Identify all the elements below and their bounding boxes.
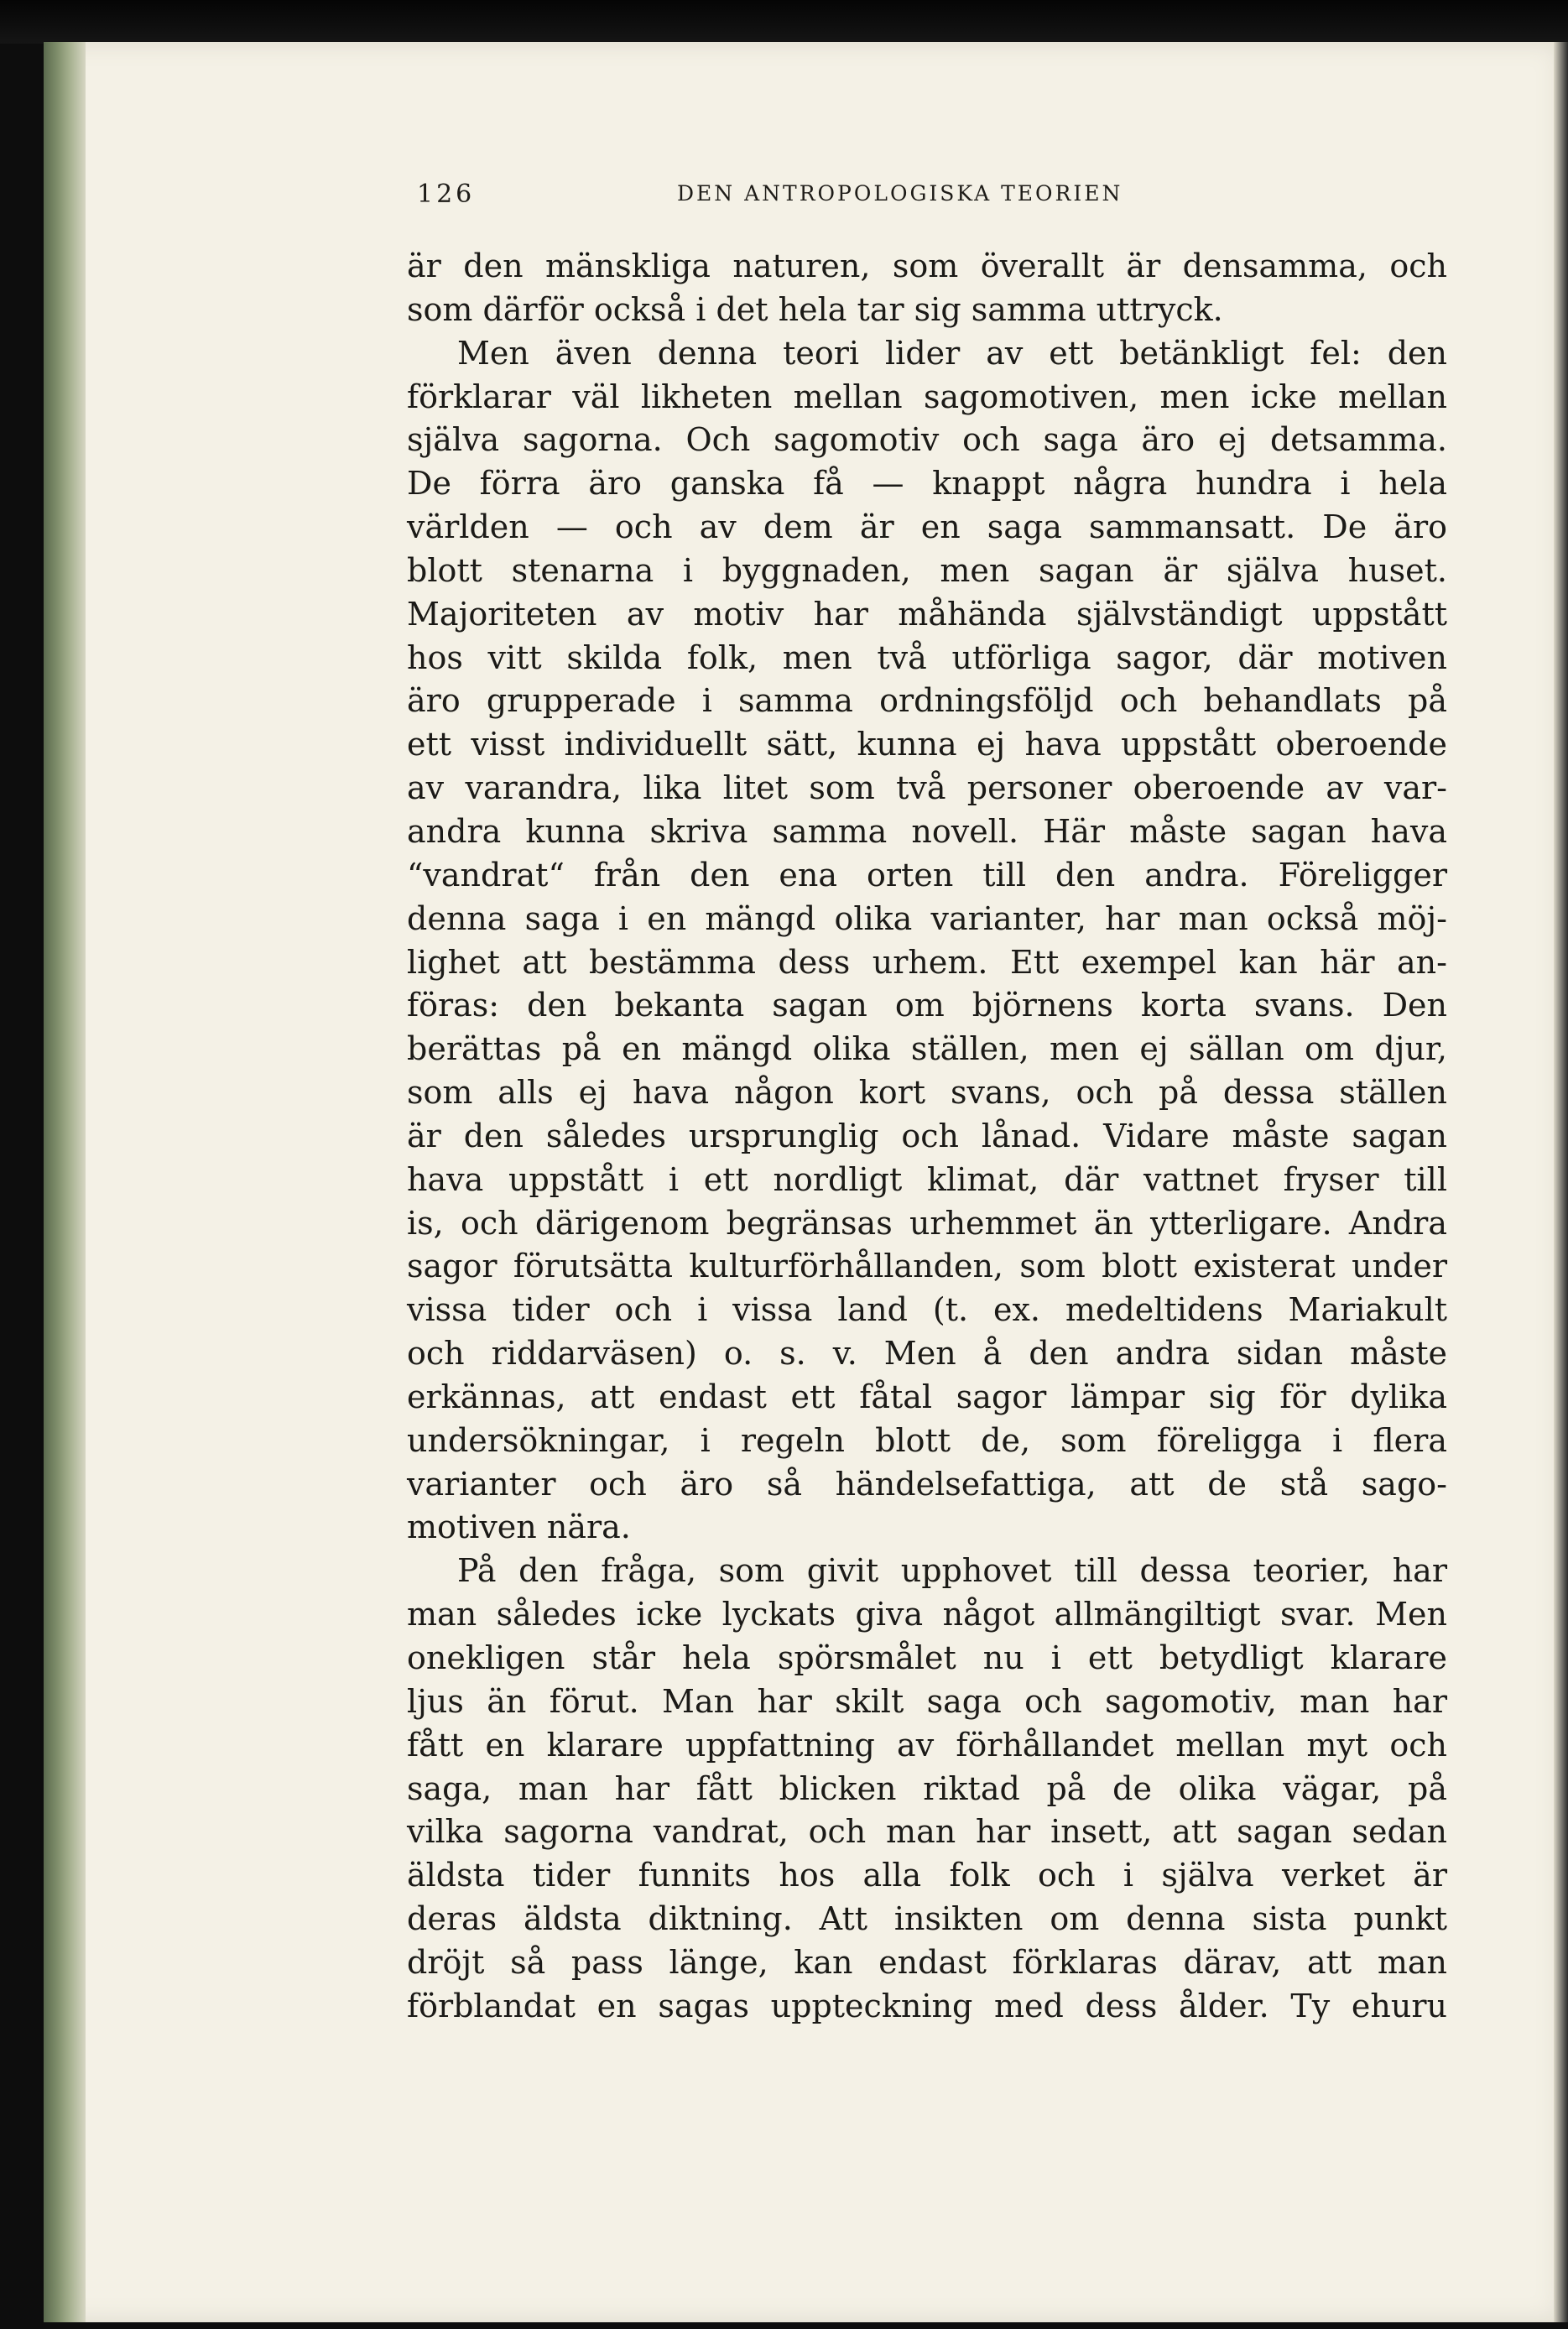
text-line: berättas på en mängd olika ställen, men ej sällan om djur, xyxy=(407,1030,1447,1068)
text-line: dröjt så pass länge, kan endast förklaras därav, att man xyxy=(407,1943,1447,1981)
page-edge-right xyxy=(1554,42,1568,2322)
text-line: vissa tider och i vissa land (t. ex. medeltidens Mariakult xyxy=(407,1291,1447,1329)
text-line: erkännas, att endast ett fåtal sagor lämpar sig för dylika xyxy=(407,1378,1447,1415)
text-line: är den således ursprunglig och lånad. Vidare måste sagan xyxy=(407,1117,1447,1154)
book-spine xyxy=(44,42,86,2322)
text-line: världen — och av dem är en saga sammansatt. De äro xyxy=(407,508,1447,546)
text-line: förblandat en sagas uppteckning med dess ålder. Ty ehuru xyxy=(407,1987,1447,2024)
text-line: som därför också i det hela tar sig samma uttryck. xyxy=(407,290,1223,328)
text-line: hava uppstått i ett nordligt klimat, där vattnet fryser till xyxy=(407,1160,1447,1198)
running-head: DEN ANTROPOLOGISKA TEORIEN xyxy=(677,181,1123,206)
text-line: sagor förutsätta kulturförhållanden, som blott existerat under xyxy=(407,1248,1447,1285)
text-line: äro grupperade i samma ordningsföljd och behandlats på xyxy=(407,682,1447,720)
text-line: förklarar väl likheten mellan sagomotiven, men icke mellan xyxy=(407,378,1447,415)
text-line: denna saga i en mängd olika varianter, har man också möj- xyxy=(407,899,1447,937)
text-line: saga, man har fått blicken riktad på de olika vägar, på xyxy=(407,1769,1447,1807)
page-number: 126 xyxy=(417,180,476,209)
text-line: man således icke lyckats giva något allmängiltigt svar. Men xyxy=(407,1596,1447,1633)
text-line: motiven nära. xyxy=(407,1508,631,1546)
scan-border-top xyxy=(0,0,1568,44)
text-line: “vandrat“ från den ena orten till den andra. Föreligger xyxy=(407,856,1447,894)
text-line: deras äldsta diktning. Att insikten om denna sista punkt xyxy=(407,1900,1447,1938)
text-line: blott stenarna i byggnaden, men sagan är själva huset. xyxy=(407,551,1447,589)
text-line: varianter och äro så händelsefattiga, att de stå sago- xyxy=(407,1465,1447,1503)
page-header xyxy=(417,180,1449,213)
text-line: lighet att bestämma dess urhem. Ett exempel kan här an- xyxy=(407,943,1447,981)
text-line: vilka sagorna vandrat, och man har insett, att sagan sedan xyxy=(407,1813,1447,1851)
text-line: onekligen står hela spörsmålet nu i ett betydligt klarare xyxy=(407,1639,1447,1676)
text-line: ett visst individuellt sätt, kunna ej hava uppstått oberoende xyxy=(407,726,1447,763)
text-line: fått en klarare uppfattning av förhållandet mellan myt och xyxy=(407,1726,1447,1764)
text-line: äldsta tider funnits hos alla folk och i själva verket är xyxy=(407,1857,1447,1894)
text-line: ljus än förut. Man har skilt saga och sagomotiv, man har xyxy=(407,1682,1447,1720)
text-line: av varandra, lika litet som två personer oberoende av var- xyxy=(407,769,1447,807)
text-line: hos vitt skilda folk, men två utförliga sagor, där motiven xyxy=(407,638,1447,676)
text-line: som alls ej hava någon kort svans, och på dessa ställen xyxy=(407,1074,1447,1112)
text-line: is, och därigenom begränsas urhemmet än ytterligare. Andra xyxy=(407,1204,1447,1242)
text-line: själva sagorna. Och sagomotiv och saga äro ej detsamma. xyxy=(407,421,1447,459)
text-line: På den fråga, som givit upphovet till dessa teorier, har xyxy=(457,1552,1447,1590)
text-line: Men även denna teori lider av ett betänkligt fel: den xyxy=(457,334,1447,372)
text-line: är den mänskliga naturen, som överallt är densamma, och xyxy=(407,247,1447,284)
text-line: och riddarväsen) o. s. v. Men å den andra sidan måste xyxy=(407,1335,1447,1373)
text-line: undersökningar, i regeln blott de, som föreligga i flera xyxy=(407,1421,1447,1459)
text-line: föras: den bekanta sagan om björnens korta svans. Den xyxy=(407,987,1447,1024)
text-line: De förra äro ganska få — knappt några hundra i hela xyxy=(407,465,1447,503)
text-line: andra kunna skriva samma novell. Här måste sagan hava xyxy=(407,812,1447,850)
body-text xyxy=(407,245,1447,2029)
text-line: Majoriteten av motiv har måhända självständigt uppstått xyxy=(407,595,1447,633)
